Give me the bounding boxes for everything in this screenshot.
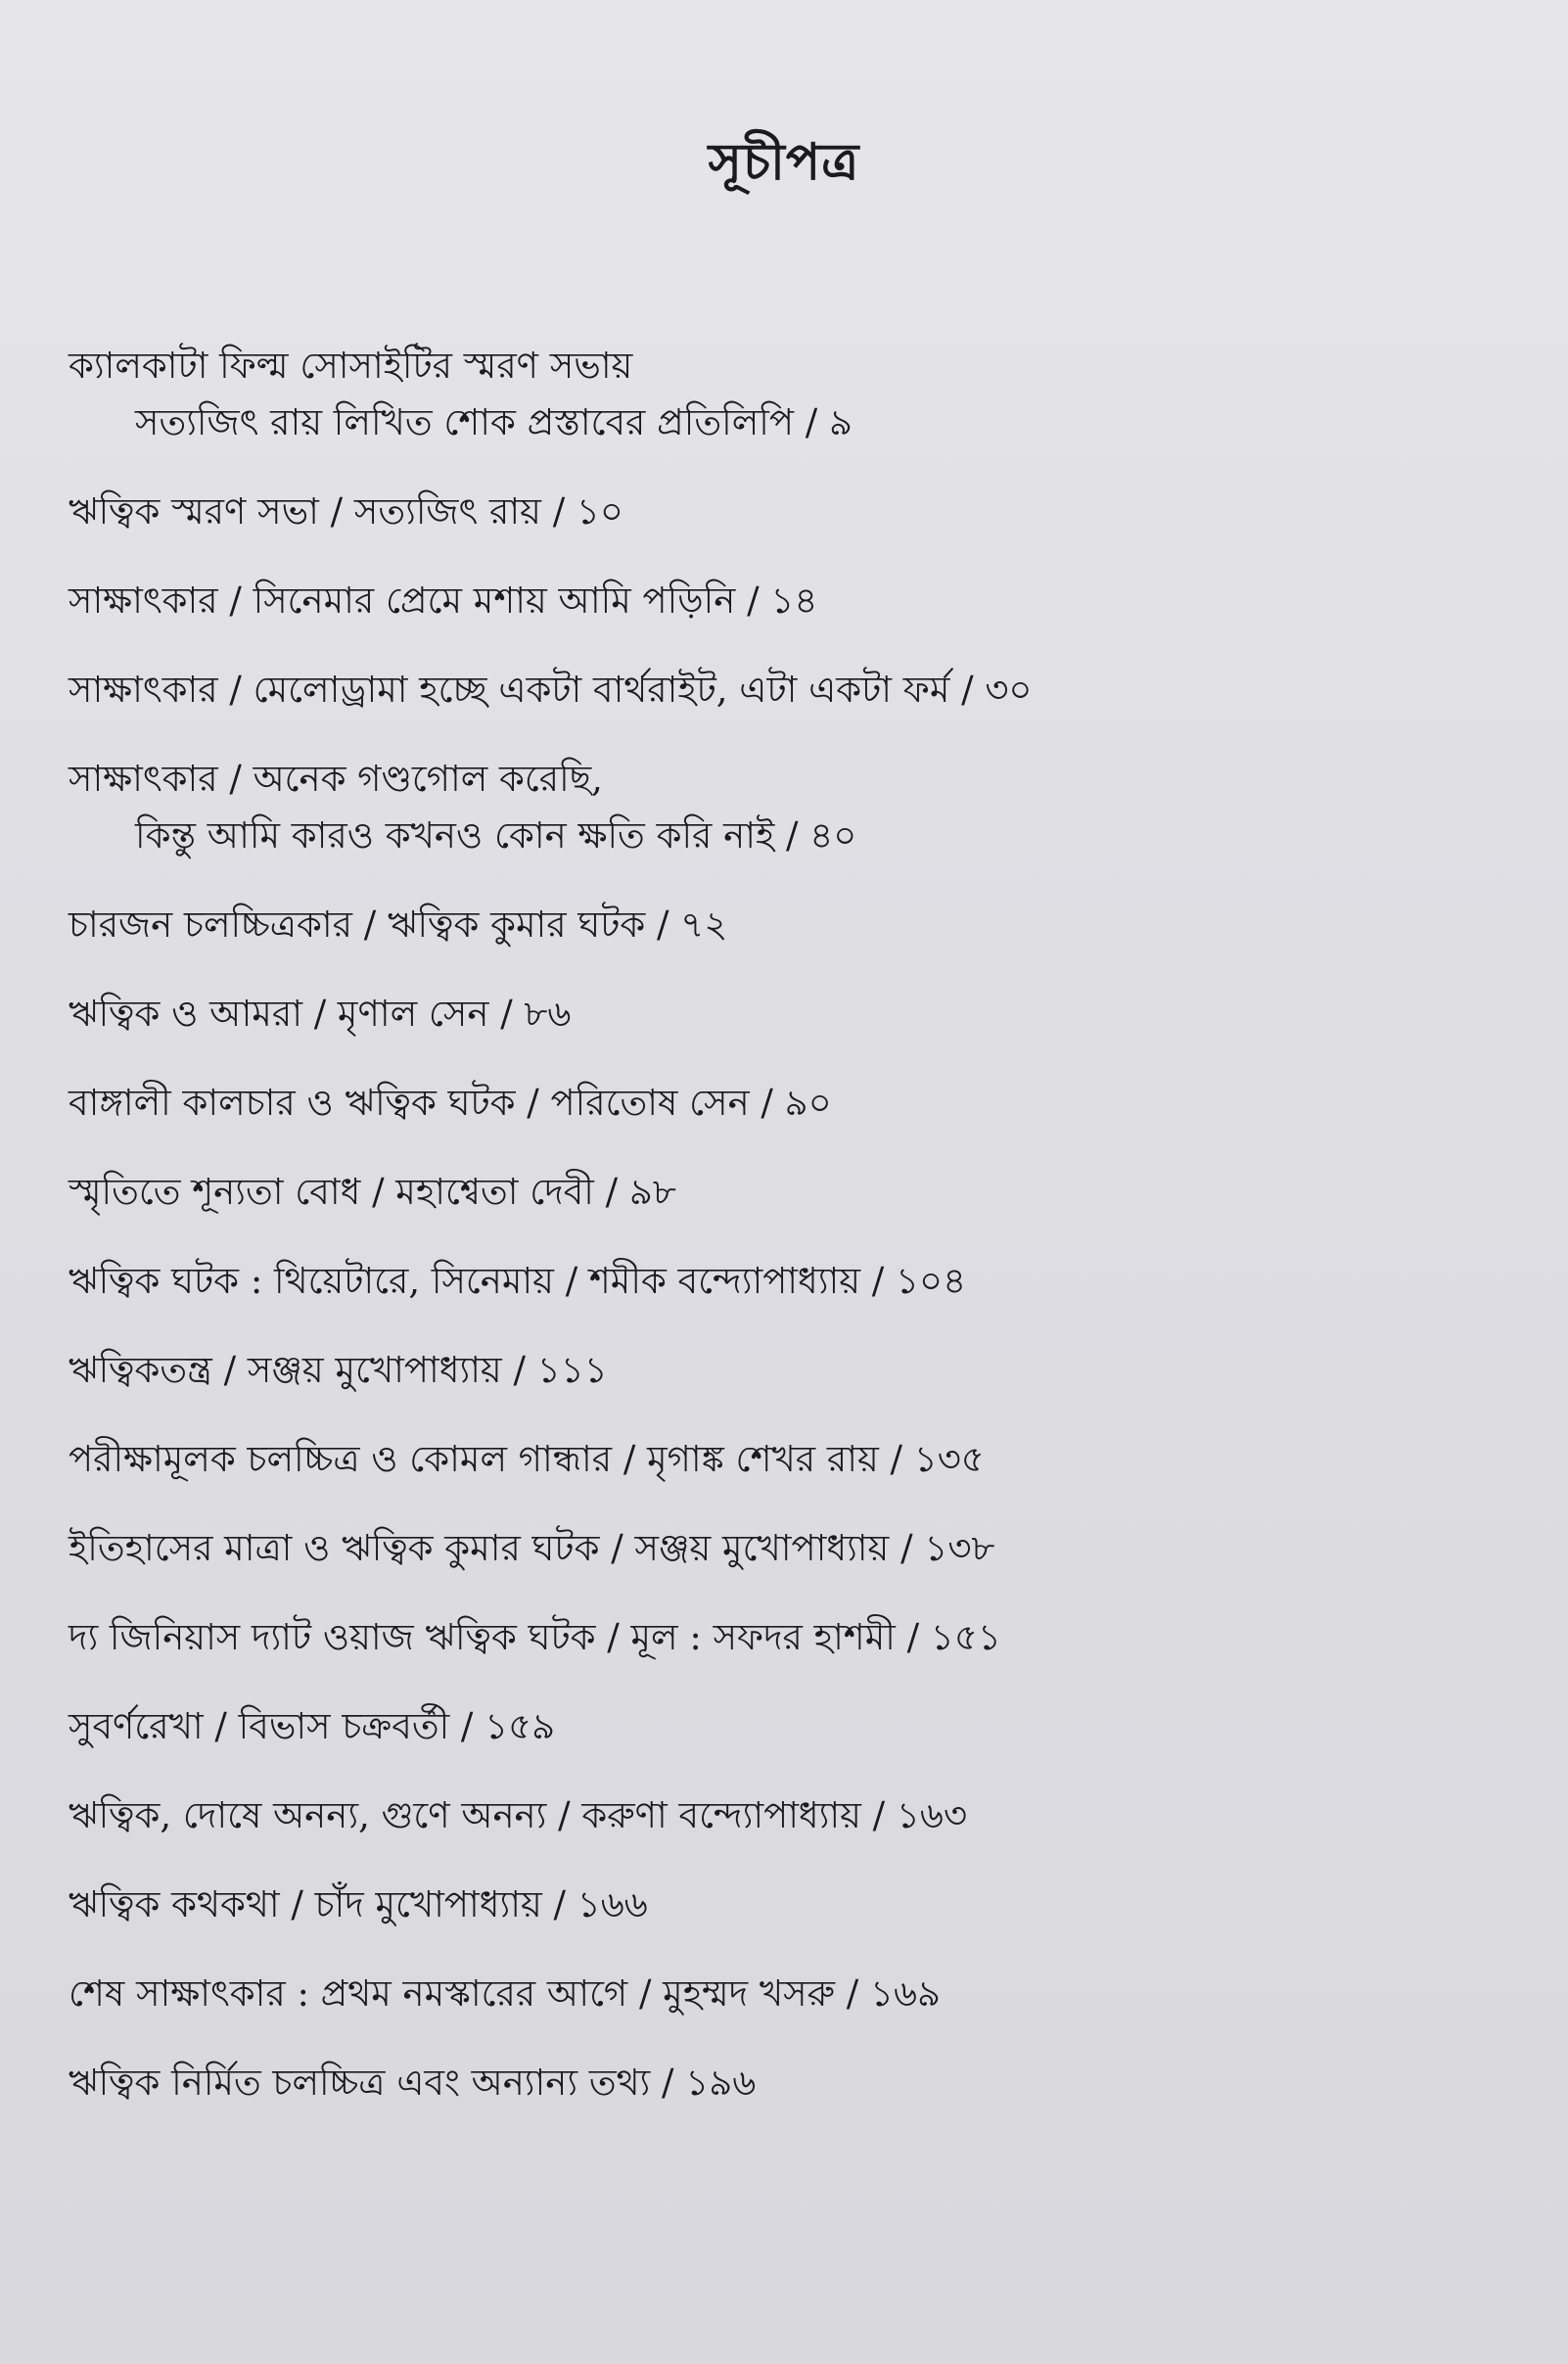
- toc-entry: [69, 1253, 1498, 1310]
- toc-entry: [69, 751, 1498, 864]
- toc-entry-line: দ্য জিনিয়াস দ্যাট ওয়াজ ঋত্বিক ঘটক / মূল : সফদর হাশমী / ১৫১: [69, 1616, 1001, 1658]
- toc-entry-line: সাক্ষাৎকার / মেলোড্রামা হচ্ছে একটা বার্থরাইট, এটা একটা ফর্ম / ৩০: [69, 669, 1033, 711]
- toc-entry-line: ক্যালকাটা ফিল্ম সোসাইটির স্মরণ সভায়: [69, 345, 633, 387]
- toc-entry-line: সাক্ষাৎকার / অনেক গণ্ডগোল করেছি,: [69, 758, 603, 800]
- toc-entry: [69, 1787, 1498, 1844]
- toc-entry-line: ইতিহাসের মাত্রা ও ঋত্বিক কুমার ঘটক / সঞ্জয় মুখোপাধ্যায় / ১৩৮: [69, 1527, 995, 1569]
- toc-entry: [69, 1164, 1498, 1221]
- toc-entry-line: শেষ সাক্ষাৎকার : প্রথম নমস্কারের আগে / মুহম্মদ খসরু / ১৬৯: [69, 1972, 942, 2015]
- table-of-contents: [69, 338, 1498, 2144]
- toc-entry: [69, 2055, 1498, 2111]
- toc-entry: [69, 897, 1498, 953]
- toc-entry-line: সত্যজিৎ রায় লিখিত শোক প্রস্তাবের প্রতিলিপি / ৯: [135, 401, 853, 443]
- toc-entry: [69, 1342, 1498, 1399]
- toc-entry: [69, 484, 1498, 540]
- toc-entry: [69, 1698, 1498, 1755]
- toc-entry-line: ঋত্বিক ঘটক : থিয়েটারে, সিনেমায় / শমীক বন্দ্যোপাধ্যায় / ১০৪: [69, 1260, 967, 1302]
- toc-entry-line: পরীক্ষামূলক চলচ্চিত্র ও কোমল গান্ধার / মৃগাঙ্ক শেখর রায় / ১৩৫: [69, 1438, 985, 1480]
- toc-entry: [69, 1075, 1498, 1132]
- toc-entry-line: ঋত্বিক নির্মিত চলচ্চিত্র এবং অন্যান্য তথ্য / ১৯৬: [69, 2062, 757, 2104]
- toc-entry-line: সাক্ষাৎকার / সিনেমার প্রেমে মশায় আমি পড়িনি / ১৪: [69, 579, 818, 622]
- toc-entry-line: সুবর্ণরেখা / বিভাস চক্রবর্তী / ১৫৯: [69, 1705, 556, 1747]
- toc-entry-line: ঋত্বিক স্মরণ সভা / সত্যজিৎ রায় / ১০: [69, 490, 623, 533]
- toc-entry-line: ঋত্বিক কথকথা / চাঁদ মুখোপাধ্যায় / ১৬৬: [69, 1883, 648, 1925]
- toc-entry-line: বাঙ্গালী কালচার ও ঋত্বিক ঘটক / পরিতোষ সেন / ৯০: [69, 1082, 832, 1124]
- toc-entry: [69, 1609, 1498, 1666]
- toc-entry: [69, 662, 1498, 718]
- toc-entry: [69, 1520, 1498, 1577]
- toc-entry: [69, 1966, 1498, 2022]
- toc-entry-line: স্মৃতিতে শূন্যতা বোধ / মহাশ্বেতা দেবী / ৯৮: [69, 1171, 676, 1213]
- toc-entry: [69, 986, 1498, 1043]
- page-title: সূচীপত্র: [708, 132, 860, 192]
- toc-entry-line: চারজন চলচ্চিত্রকার / ঋত্বিক কুমার ঘটক / ৭২: [69, 904, 728, 946]
- toc-entry-line: ঋত্বিক ও আমরা / মৃণাল সেন / ৮৬: [69, 993, 572, 1035]
- toc-entry: [69, 338, 1498, 451]
- toc-entry: [69, 1431, 1498, 1488]
- toc-entry-line: ঋত্বিকতন্ত্র / সঞ্জয় মুখোপাধ্যায় / ১১১: [69, 1349, 608, 1391]
- toc-entry: [69, 573, 1498, 629]
- toc-entry-line: ঋত্বিক, দোষে অনন্য, গুণে অনন্য / করুণা বন্দ্যোপাধ্যায় / ১৬৩: [69, 1794, 968, 1836]
- toc-entry: [69, 1877, 1498, 1933]
- toc-entry-line: কিন্তু আমি কারও কখনও কোন ক্ষতি করি নাই / ৪০: [135, 814, 857, 857]
